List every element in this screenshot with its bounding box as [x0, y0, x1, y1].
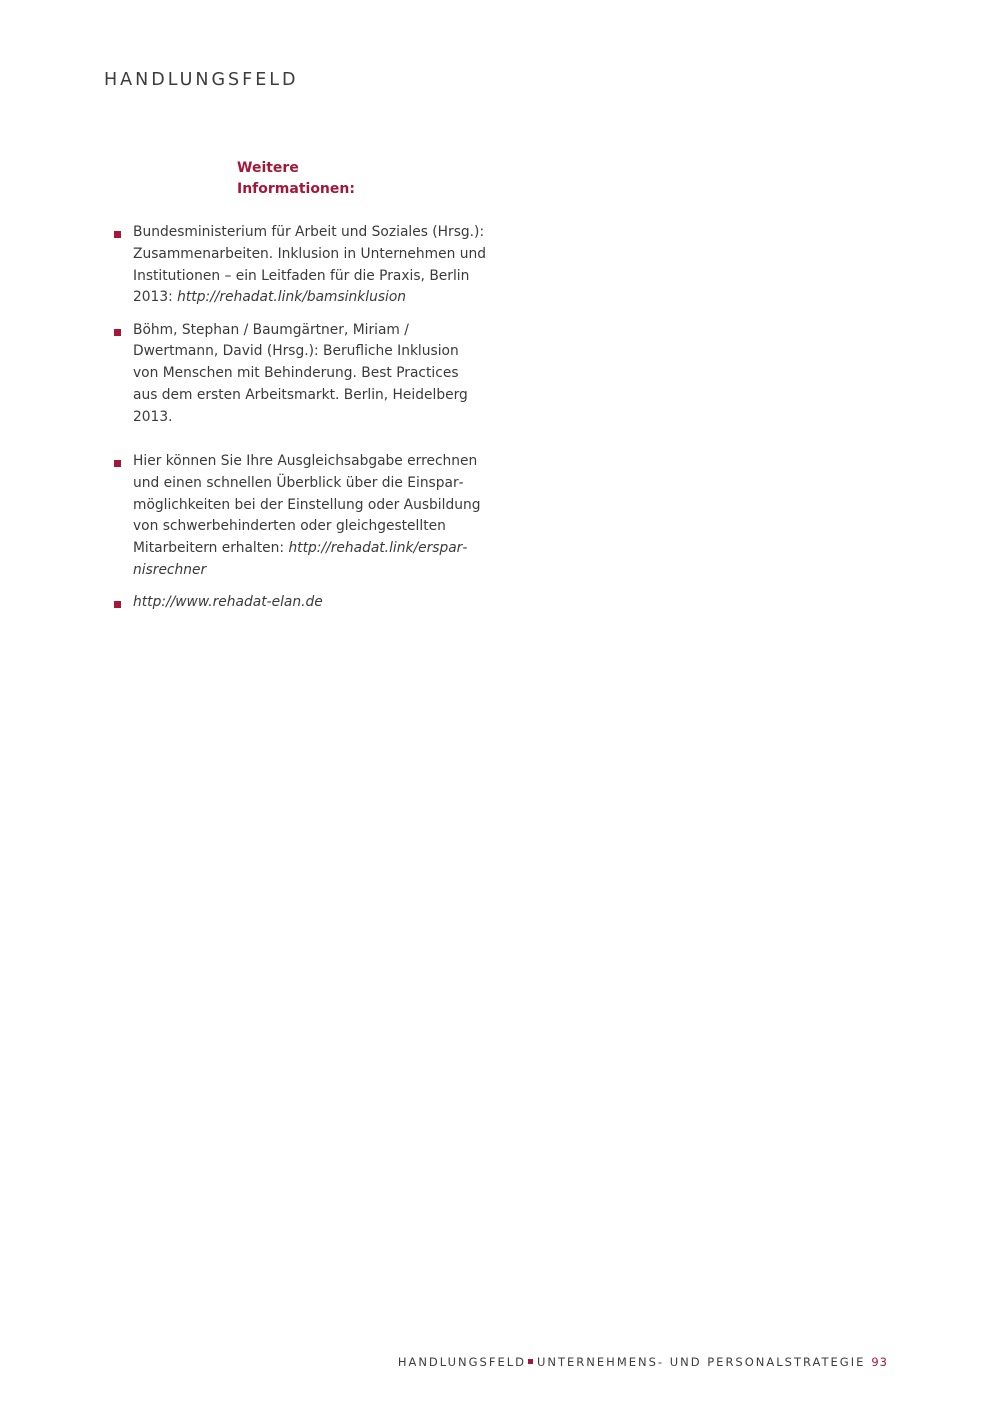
- bullet-square-icon: [114, 231, 121, 238]
- side-heading-line-2: Informationen:: [237, 181, 355, 197]
- bullet-square-icon: [114, 601, 121, 608]
- reference-item: [114, 592, 486, 614]
- reference-link[interactable]: http://rehadat.link/ersparnisrechner: [133, 540, 468, 578]
- reference-link[interactable]: http://rehadat.link/bamsinklusion: [177, 289, 407, 306]
- reference-item: [114, 320, 486, 429]
- reference-list-2: [114, 451, 486, 625]
- bullet-square-icon: [114, 460, 121, 467]
- page-footer: [398, 1355, 888, 1369]
- footer-section: HANDLUNGSFELD: [397, 1355, 526, 1369]
- reference-item: [114, 451, 486, 582]
- side-heading-line-1: Weitere: [237, 160, 299, 176]
- reference-text: Hier können Sie Ihre Ausgleichsabgabe errechnen und einen schnellen Überblick über die Einsparmöglichkeiten bei der Einstellung oder Ausbildung von schwerbehinderten oder gleichgestellten Mitarbeitern erhalten:: [133, 453, 481, 557]
- reference-item: [114, 222, 486, 309]
- footer-separator-icon: [528, 1359, 533, 1364]
- reference-text: Böhm, Stephan / Baumgärtner, Miriam / Dwertmann, David (Hrsg.): Berufliche Inklusion von Menschen mit Behinderung. Best Practices aus dem ersten Arbeitsmarkt. Berlin, Heidelberg 2013.: [133, 321, 468, 425]
- footer-subtitle: UNTERNEHMENS- UND PERSONALSTRATEGIE: [537, 1355, 866, 1369]
- reference-link[interactable]: http://www.rehadat-elan.de: [133, 594, 323, 611]
- reference-text: Bundesministerium für Arbeit und Soziales (Hrsg.): Zusammenarbeiten. Inklusion in Unternehmen und Institutionen – ein Leitfaden für die Praxis, Berlin 2013:: [133, 224, 486, 306]
- page-header: HANDLUNGSFELD: [104, 70, 299, 90]
- reference-list-1: [114, 222, 486, 439]
- page-number: 93: [871, 1355, 888, 1369]
- side-heading: [237, 158, 397, 200]
- bullet-square-icon: [114, 329, 121, 336]
